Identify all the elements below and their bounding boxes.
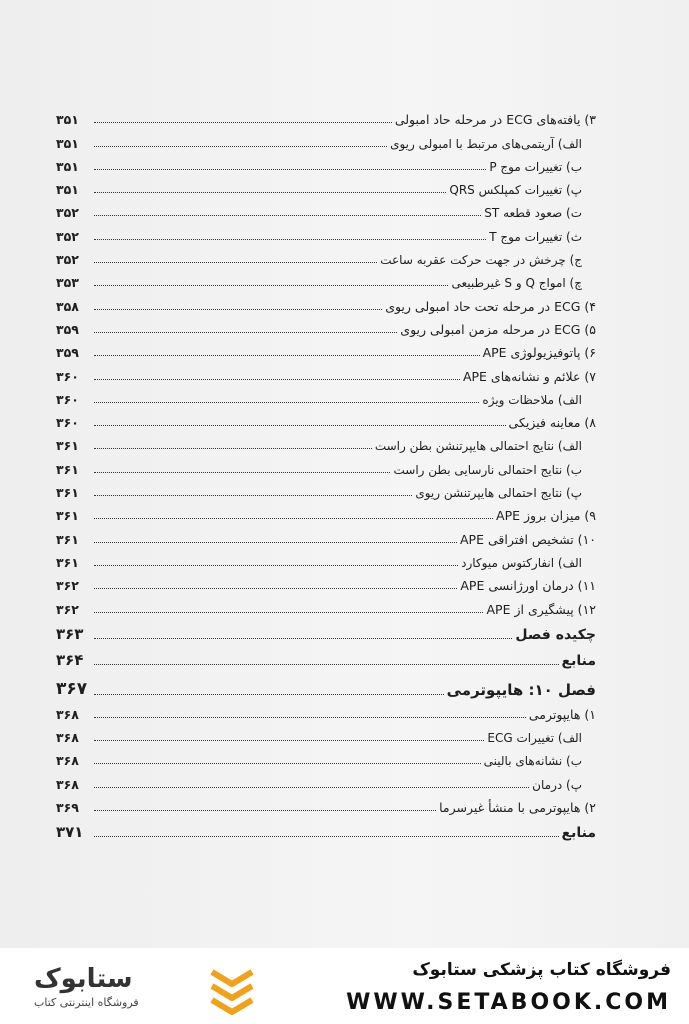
dot-leader [94,402,479,403]
toc-entry [56,151,596,174]
toc-entry [56,547,596,570]
dot-leader [94,694,444,695]
dot-leader [94,638,512,639]
toc-entry-page: ۳۶۳ [56,624,84,643]
toc-entry-title: ث) تغییرات موج T [489,229,582,244]
toc-entry-page: ۳۶۱ [56,508,79,524]
toc-entry-page: ۳۵۲ [56,252,79,268]
toc-entry-title: منابع [561,652,596,669]
table-of-contents [56,104,596,841]
dot-leader [94,262,377,263]
dot-leader [94,836,559,837]
toc-entry-page: ۳۶۱ [56,461,79,477]
toc-entry-title: ۱۱) درمان اورژانسی APE [460,578,596,594]
toc-entry-title: الف) انفارکتوس میوکارد [461,555,582,570]
dot-leader [94,787,529,788]
toc-entry-title: ۱) هایپوترمی [528,706,596,722]
toc-entry [56,570,596,593]
toc-entry-page: ۳۶۲ [56,601,79,617]
dot-leader [94,542,457,543]
dot-leader [94,215,481,216]
toc-entry [56,593,596,616]
toc-entry-title: الف) آریتمی‌های مرتبط با امبولی ریوی [390,136,582,151]
toc-entry-page: ۳۵۱ [56,135,79,151]
toc-entry-page: ۳۵۸ [56,298,79,314]
dot-leader [94,169,486,170]
dot-leader [94,518,493,519]
store-logo [20,956,270,1018]
toc-entry-page: ۳۶۷ [56,678,88,699]
logo-tagline: فروشگاه اینترنتی کتاب [34,996,139,1009]
toc-entry [56,745,596,768]
toc-entry [56,337,596,360]
dot-leader [94,239,486,240]
toc-entry-page: ۳۵۹ [56,321,79,337]
book-stack-icon [208,962,256,1018]
toc-entry-title: چکیده فصل [515,626,596,643]
toc-entry [56,617,596,643]
toc-entry-title: منابع [561,825,596,842]
toc-entry-page: ۳۶۱ [56,554,79,570]
toc-entry [56,104,596,127]
toc-entry [56,453,596,476]
toc-entry-title: پ) درمان [532,777,582,792]
toc-entry-page: ۳۶۰ [56,391,79,407]
toc-entry-page: ۳۶۸ [56,730,79,746]
toc-entry [56,500,596,523]
toc-entry-title: ۱۰) تشخیص افتراقی APE [459,531,596,547]
store-footer [0,948,689,1024]
dot-leader [94,763,481,764]
toc-entry-page: ۳۵۲ [56,205,79,221]
toc-entry-title: ۴) ECG در مرحله تحت حاد امبولی ریوی [385,298,596,314]
dot-leader [94,285,448,286]
toc-entry-title: ۷) علائم و نشانه‌های APE [462,368,596,384]
toc-entry-page: ۳۶۲ [56,578,79,594]
toc-entry-page: ۳۶۸ [56,776,79,792]
toc-entry [56,244,596,267]
toc-entry-title: ۶) پاتوفیزیولوژی APE [482,345,596,361]
dot-leader [94,588,457,589]
toc-entry-title: چ) امواج Q و S غیرطبیعی [451,276,582,291]
toc-entry-page: ۳۶۰ [56,368,79,384]
toc-entry-page: ۳۶۴ [56,650,84,669]
dot-leader [94,146,387,147]
dot-leader [94,192,446,193]
toc-entry [56,174,596,197]
toc-entry-page: ۳۶۱ [56,485,79,501]
dot-leader [94,355,480,356]
toc-entry [56,669,596,699]
toc-entry-page: ۳۶۹ [56,800,79,816]
dot-leader [94,472,390,473]
toc-entry [56,792,596,815]
store-name: فروشگاه کتاب پزشکی ستابوک [412,960,671,980]
toc-entry-page: ۳۷۱ [56,823,84,842]
toc-entry [56,643,596,669]
dot-leader [94,448,372,449]
toc-entry-title: ب) تغییرات موج P [489,159,582,174]
dot-leader [94,332,397,333]
toc-entry [56,127,596,150]
toc-entry-title: فصل ۱۰: هایپوترمی [446,680,596,699]
toc-entry-page: ۳۶۸ [56,706,79,722]
toc-entry-page: ۳۶۸ [56,753,79,769]
dot-leader [94,612,483,613]
toc-entry [56,699,596,722]
toc-entry [56,815,596,841]
toc-entry [56,430,596,453]
toc-entry-title: ۸) معاینه فیزیکی [508,415,596,431]
toc-entry-page: ۳۵۱ [56,182,79,198]
toc-entry-page: ۳۵۱ [56,112,79,128]
toc-entry [56,523,596,546]
toc-entry-title: ب) نشانه‌های بالینی [483,754,582,769]
toc-entry [56,477,596,500]
toc-entry [56,384,596,407]
toc-entry [56,722,596,745]
toc-entry-page: ۳۵۱ [56,158,79,174]
dot-leader [94,309,382,310]
toc-entry-page: ۳۵۹ [56,345,79,361]
logo-word: ستابوک [34,964,133,994]
toc-entry [56,220,596,243]
toc-entry [56,768,596,791]
toc-entry-title: پ) نتایج احتمالی هایپرتنشن ریوی [415,486,582,501]
toc-entry [56,360,596,383]
toc-entry-title: الف) نتایج احتمالی هایپرتنشن بطن راست [374,439,582,454]
toc-entry-title: ۱۲) پیشگیری از APE [486,601,596,617]
toc-entry-page: ۳۶۰ [56,415,79,431]
dot-leader [94,717,526,718]
toc-entry-title: ب) نتایج احتمالی نارسایی بطن راست [393,462,582,477]
toc-entry-title: الف) تغییرات ECG [487,731,582,746]
toc-entry-page: ۳۶۱ [56,531,79,547]
toc-entry-title: ۹) میزان بروز APE [496,508,596,524]
dot-leader [94,740,484,741]
toc-entry-title: ۲) هایپوترمی با منشأ غیرسرما [439,800,596,816]
toc-entry-title: ۳) یافته‌های ECG در مرحله حاد امبولی [394,112,596,128]
toc-entry-title: الف) ملاحظات ویژه [482,392,582,407]
dot-leader [94,810,436,811]
dot-leader [94,379,460,380]
dot-leader [94,122,392,123]
dot-leader [94,664,559,665]
store-url: WWW.SETABOOK.COM [346,990,671,1015]
toc-entry [56,314,596,337]
dot-leader [94,495,412,496]
toc-entry-title: ۵) ECG در مرحله مزمن امبولی ریوی [400,321,596,337]
dot-leader [94,425,506,426]
toc-entry [56,197,596,220]
toc-entry-title: ت) صعود قطعه ST [484,206,582,221]
toc-entry-page: ۳۵۲ [56,228,79,244]
toc-entry-page: ۳۵۳ [56,275,79,291]
toc-entry [56,290,596,313]
toc-entry [56,267,596,290]
toc-entry [56,407,596,430]
toc-entry-title: پ) تغییرات کمپلکس QRS [449,183,582,198]
toc-entry-page: ۳۶۱ [56,438,79,454]
dot-leader [94,565,458,566]
toc-entry-title: ج) چرخش در جهت حرکت عقربه ساعت [380,253,582,268]
